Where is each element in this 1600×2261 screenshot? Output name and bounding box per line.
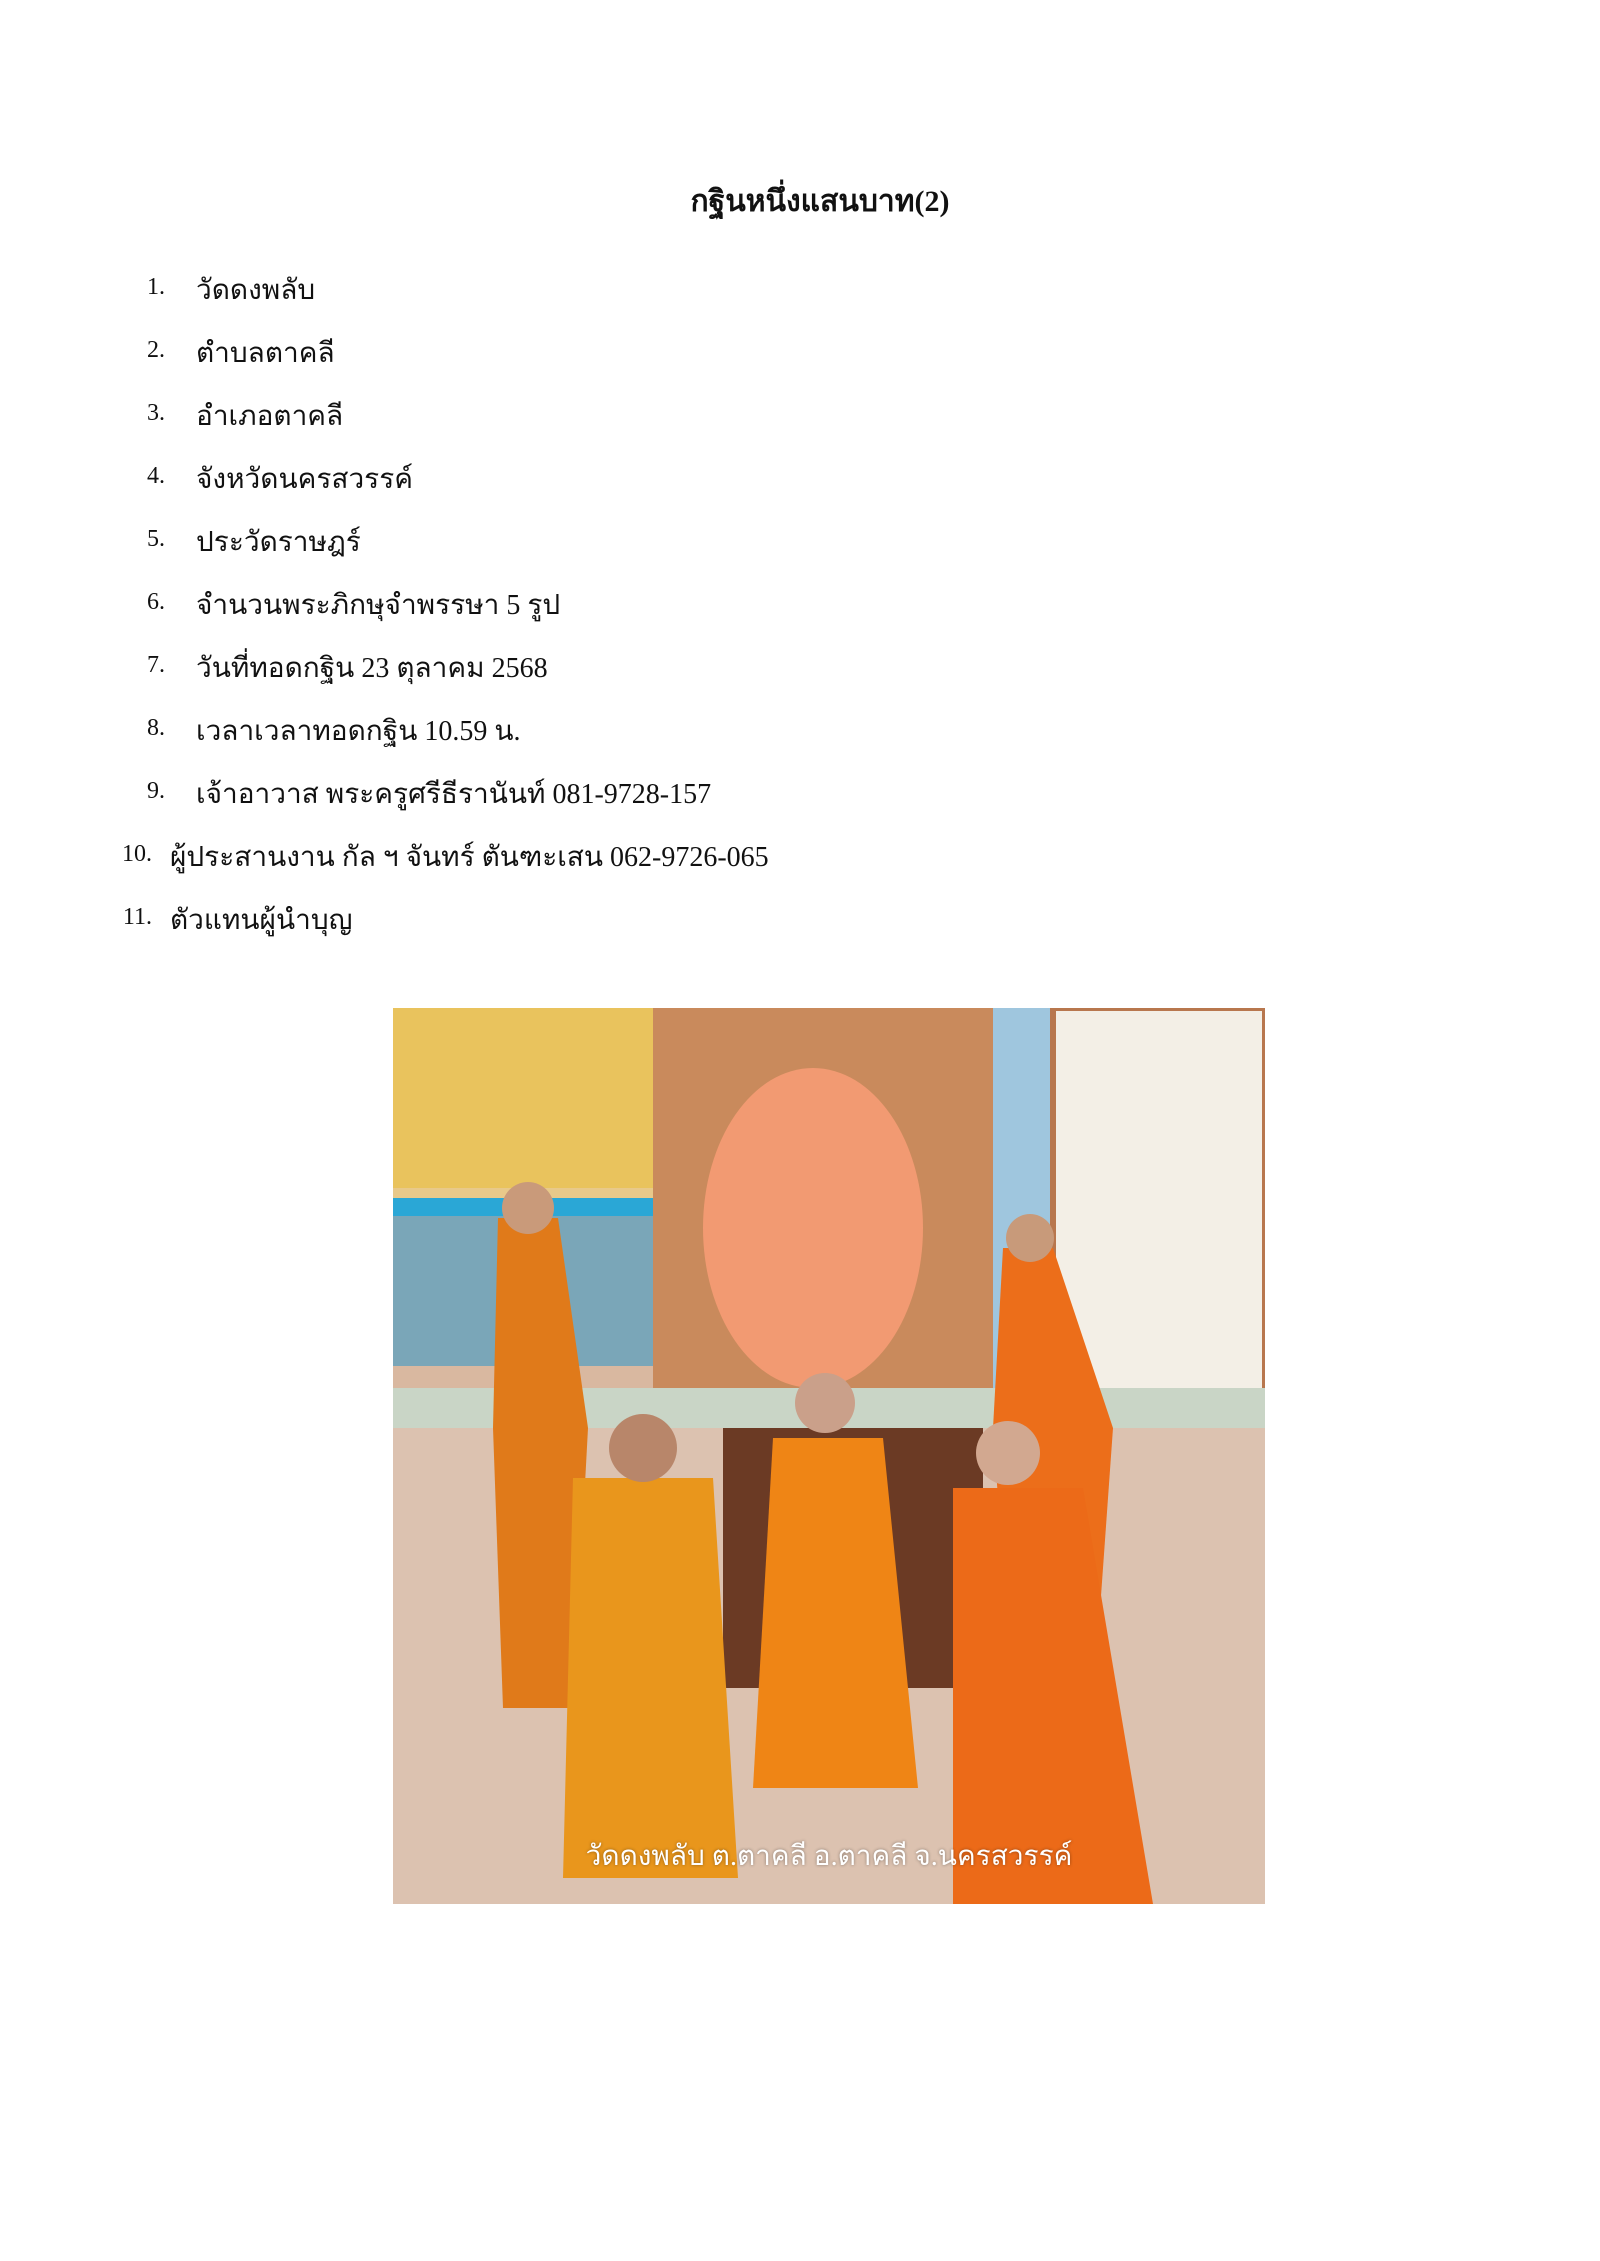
list-number: 3.	[147, 400, 165, 426]
list-item: วันที่ทอดกฐิน 23 ตุลาคม 2568	[196, 653, 548, 684]
list-number: 11.	[122, 904, 152, 930]
list-number: 9.	[147, 778, 165, 804]
list-number: 10.	[122, 841, 152, 867]
photo-caption: วัดดงพลับ ต.ตาคลี อ.ตาคลี จ.นครสวรรค์	[585, 1841, 1073, 1872]
list-item: ผู้ประสานงาน กัล ฯ จันทร์ ตันฑะเสน 062-9726-065	[170, 842, 769, 873]
list-number: 8.	[147, 715, 165, 741]
list-item: ตำบลตาคลี	[196, 338, 335, 369]
list-number: 6.	[147, 589, 165, 615]
list-item: อำเภอตาคลี	[196, 401, 344, 432]
list-item: จังหวัดนครสวรรค์	[196, 464, 413, 495]
list-item: จำนวนพระภิกษุจำพรรษา 5 รูป	[196, 590, 561, 621]
list-number: 1.	[147, 274, 165, 300]
list-number: 2.	[147, 337, 165, 363]
list-number: 4.	[147, 463, 165, 489]
list-item: ตัวแทนผู้นำบุญ	[170, 905, 353, 936]
document-title: กฐินหนึ่งแสนบาท(2)	[690, 185, 950, 218]
list-item: เวลาเวลาทอดกฐิน 10.59 น.	[196, 716, 521, 747]
list-item: เจ้าอาวาส พระครูศรีธีรานันท์ 081-9728-157	[196, 779, 712, 810]
monks-photo	[393, 1008, 1265, 1904]
list-number: 7.	[147, 652, 165, 678]
list-number: 5.	[147, 526, 165, 552]
list-item: วัดดงพลับ	[196, 275, 316, 306]
photo-illustration	[393, 1008, 1265, 1904]
list-item: ประวัดราษฎร์	[196, 527, 361, 558]
